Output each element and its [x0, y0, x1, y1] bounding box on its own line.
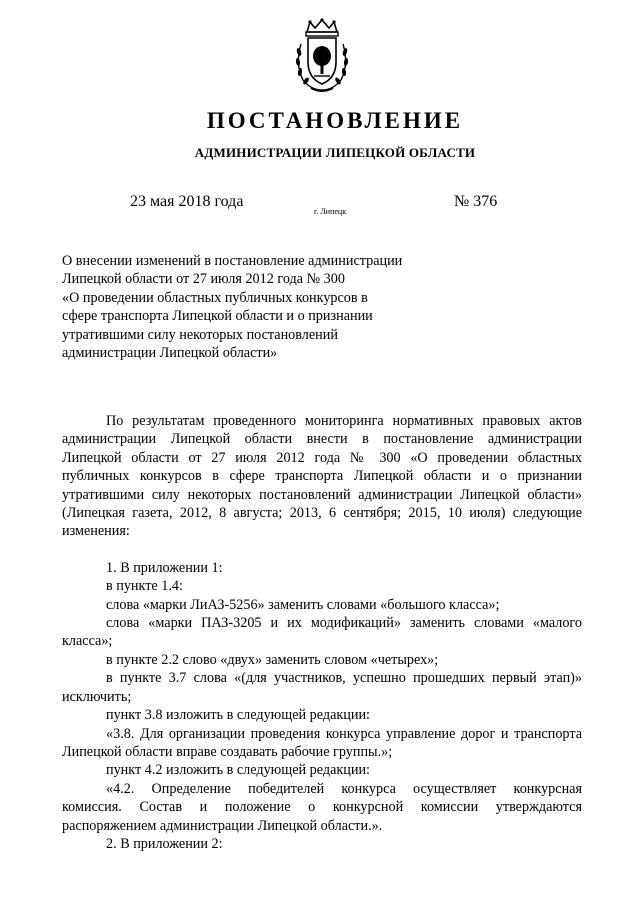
- document-date: 23 мая 2018 года: [130, 193, 244, 210]
- body-line: администрации Липецкой области внести в постановление администрации: [62, 431, 582, 448]
- subject-line: сфере транспорта Липецкой области и о признании: [62, 308, 373, 325]
- body-line: в пункте 3.7 слова «(для участников, успешно прошедших первый этап)»: [106, 670, 582, 687]
- document-title: ПОСТАНОВЛЕНИЕ: [206, 108, 464, 133]
- body-line: 2. В приложении 2:: [106, 835, 223, 852]
- document-city: г. Липецк: [314, 207, 347, 216]
- subject-line: «О проведении областных публичных конкурсов в: [62, 289, 368, 306]
- body-line: изменения:: [62, 523, 130, 540]
- body-line: пункт 4.2 изложить в следующей редакции:: [106, 762, 370, 779]
- body-line: комиссия. Состав и положение о конкурсной комиссии утверждаются: [62, 799, 582, 816]
- document-subject: [62, 252, 482, 362]
- body-line: утратившими силу некоторых постановлений администрации Липецкой области»: [62, 486, 582, 503]
- body-line: «4.2. Определение победителей конкурса осуществляет конкурсная: [106, 780, 582, 797]
- body-line: исключить;: [62, 688, 132, 705]
- body-line: Липецкой области вправе создавать рабочие группы.»;: [62, 743, 393, 760]
- subject-line: Липецкой области от 27 июля 2012 года № 300: [62, 271, 345, 288]
- document-number: № 376: [454, 193, 498, 210]
- body-line: публичных конкурсов в сфере транспорта Липецкой области и о признании: [62, 468, 582, 485]
- body-line: пункт 3.8 изложить в следующей редакции:: [106, 707, 370, 724]
- body-line: в пункте 1.4:: [106, 578, 183, 595]
- subject-line: администрации Липецкой области»: [62, 345, 278, 362]
- subject-line: О внесении изменений в постановление администрации: [62, 253, 403, 269]
- body-line: «3.8. Для организации проведения конкурса управление дорог и транспорта: [106, 725, 582, 742]
- document-body: [62, 412, 582, 853]
- body-line: слова «марки ПАЗ-3205 и их модификаций» заменить словами «малого: [106, 615, 582, 632]
- coat-of-arms-icon: [293, 18, 351, 94]
- body-line: в пункте 2.2 слово «двух» заменить словом «четырех»;: [106, 651, 439, 668]
- issuing-authority: АДМИНИСТРАЦИИ ЛИПЕЦКОЙ ОБЛАСТИ: [194, 145, 476, 160]
- body-line: распоряжением администрации Липецкой области.».: [62, 817, 383, 834]
- body-line: Липецкой области от 27 июля 2012 года № 300 «О проведении областных: [62, 449, 582, 466]
- body-line: слова «марки ЛиАЗ-5256» заменить словами «большого класса»;: [106, 596, 500, 613]
- subject-line: утратившими силу некоторых постановлений: [62, 326, 338, 343]
- body-line: класса»;: [62, 633, 113, 650]
- body-line: По результатам проведенного мониторинга нормативных правовых актов: [106, 413, 582, 429]
- body-line: (Липецкая газета, 2012, 8 августа; 2013, 6 сентября; 2015, 10 июля) следующие: [62, 505, 582, 522]
- body-line: 1. В приложении 1:: [106, 559, 223, 576]
- paragraph-gap: [62, 541, 582, 559]
